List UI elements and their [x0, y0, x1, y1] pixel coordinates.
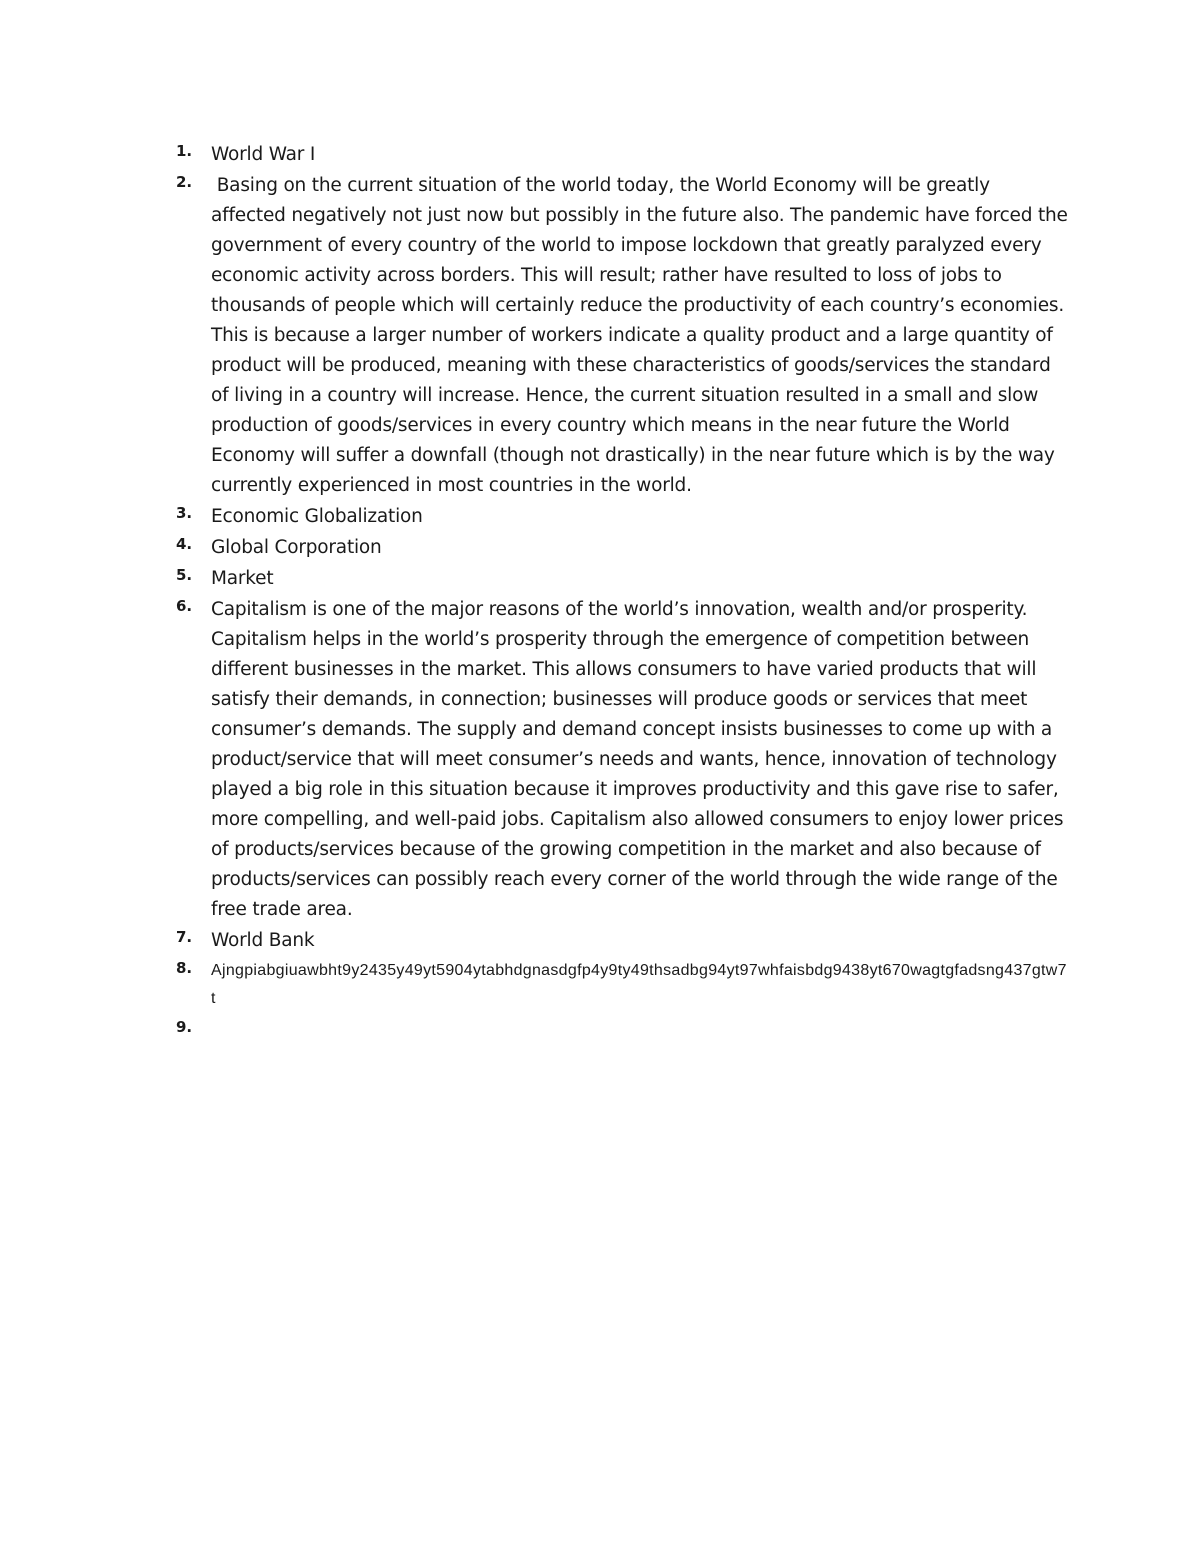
item-text: Market	[211, 568, 274, 589]
list-item-9	[160, 1014, 1070, 1042]
item-text	[211, 1014, 1070, 1042]
list-item-2	[160, 171, 1074, 501]
list-item-5	[160, 564, 1070, 594]
item-text: Basing on the current situation of the world today, the World Economy will be greatly affected negatively not just now but possibly in the future also. The pandemic have forced the government of every country of the world to impose lockdown that greatly paralyzed every economic activity across borders. This will result; rather have resulted to loss of jobs to thousands of people which will certainly reduce the productivity of each country’s economies. This is because a larger number of workers indicate a quality product and a large quantity of product will be produced, meaning with these characteristics of goods/services the standard of living in a country will increase. Hence, the current situation resulted in a small and slow production of goods/services in every country which means in the near future the World Economy will suffer a downfall (though not drastically) in the near future which is by the way currently experienced in most countries in the world.	[211, 175, 1074, 496]
list-item-8	[160, 957, 1070, 1013]
list-item-7	[160, 926, 1070, 956]
item-number: 2.	[176, 173, 193, 191]
item-number: 9.	[176, 1018, 193, 1036]
answer-list	[160, 140, 1074, 1043]
list-item-4	[160, 533, 1070, 563]
item-number: 4.	[176, 535, 193, 553]
item-text: World War I	[211, 144, 316, 165]
list-item-1	[160, 140, 1070, 170]
item-number: 7.	[176, 928, 193, 946]
list-item-3	[160, 502, 1070, 532]
item-text: Global Corporation	[211, 537, 382, 558]
item-text: Capitalism is one of the major reasons of the world’s innovation, wealth and/or prosperity. Capitalism helps in the world’s prosperity through the emergence of competition between different businesses in the market. This allows consumers to have varied products that will satisfy their demands, in connection; businesses will produce goods or services that meet consumer’s demands. The supply and demand concept insists businesses to come up with a product/service that will meet consumer’s needs and wants, hence, innovation of technology played a big role in this situation because it improves productivity and this gave rise to safer, more compelling, and well-paid jobs. Capitalism also allowed consumers to enjoy lower prices of products/services because of the growing competition in the market and also because of products/services can possibly reach every corner of the world through the wide range of the free trade area.	[211, 599, 1064, 920]
item-number: 1.	[176, 142, 193, 160]
item-text: Ajngpiabgiuawbht9y2435y49yt5904ytabhdgnasdgfp4y9ty49thsadbg94yt97whfaisbdg9438yt670wagtgfadsng437gtw7t	[211, 962, 1067, 1007]
item-text: Economic Globalization	[211, 506, 423, 527]
item-text: World Bank	[211, 930, 315, 951]
item-number: 5.	[176, 566, 193, 584]
item-number: 8.	[176, 959, 193, 977]
item-number: 3.	[176, 504, 193, 522]
item-number: 6.	[176, 597, 193, 615]
list-item-6	[160, 595, 1070, 925]
